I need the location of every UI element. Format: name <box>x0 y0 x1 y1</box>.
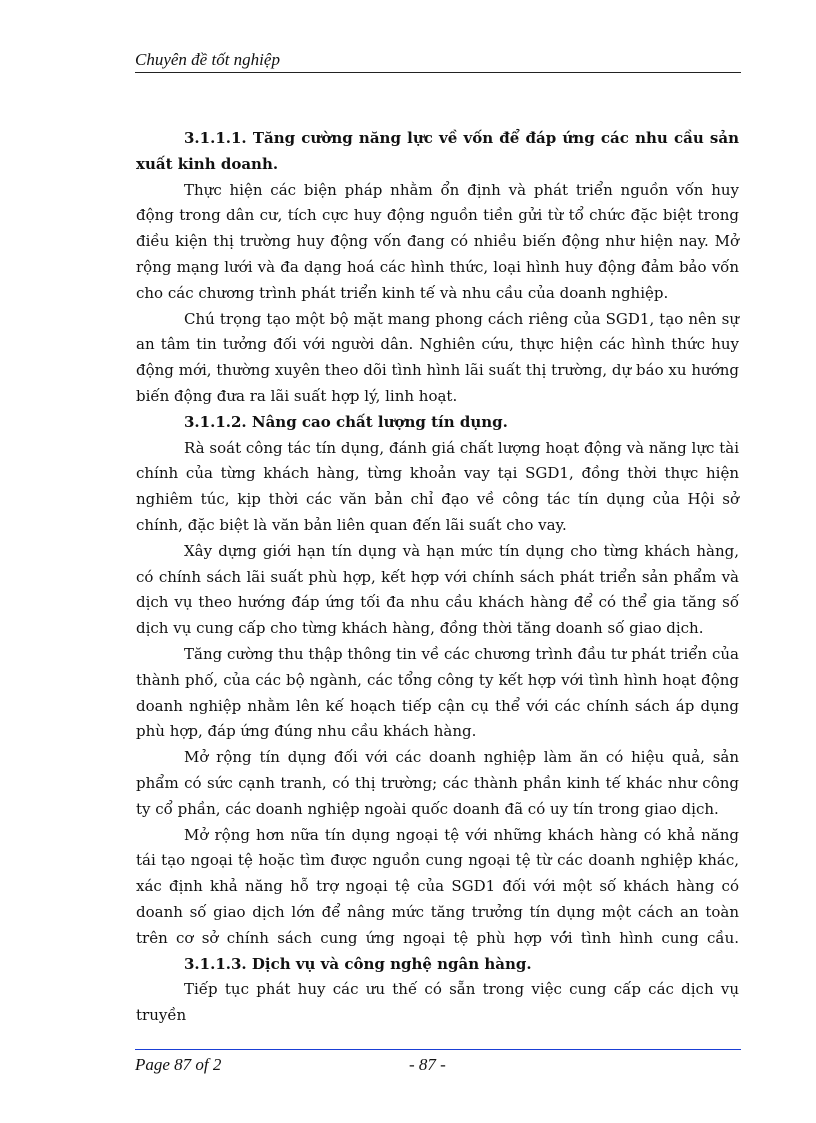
page-of-label: Page 87 of 2 <box>135 1055 222 1074</box>
document-title: Chuyên đề tốt nghiệp <box>135 50 280 69</box>
paragraph: Xây dựng giới hạn tín dụng và hạn mức tín dụng cho từng khách hàng, có chính sách lãi suất phù hợp, kết hợp với chính sách phát triển sản phẩm và dịch vụ theo hướng đáp ứng tối đa nhu cầu khách hàng để có thể gia tăng số dịch vụ cung cấp cho từng khách hàng, đồng thời tăng doanh số giao dịch. <box>136 541 739 638</box>
paragraph: Thực hiện các biện pháp nhằm ổn định và phát triển nguồn vốn huy động trong dân cư, tích cực huy động nguồn tiền gửi từ tổ chức đặc biệt trong điều kiện thị trường huy động vốn đang có nhiều biến động như hiện nay. Mở rộng mạng lưới và đa dạng hoá các hình thức, loại hình huy động đảm bảo vốn cho các chương trình phát triển kinh tế và nhu cầu của doanh nghiệp. <box>136 180 739 302</box>
section-heading-3-1-1-2: 3.1.1.2. Nâng cao chất lượng tín dụng. <box>184 412 508 431</box>
paragraph: Tiếp tục phát huy các ưu thế có sẵn trong việc cung cấp các dịch vụ truyền <box>136 980 739 1025</box>
paragraph: Mở rộng hơn nữa tín dụng ngoại tệ với những khách hàng có khả năng tái tạo ngoại tệ hoặc tìm được nguồn cung ngoại tệ từ các doanh nghiệp khác, xác định khả năng hỗ trợ ngoại tệ của SGD1 đối với một số khách hàng có doanh số giao dịch lớn để nâng mức tăng trưởng tín dụng một cách an toàn trên cơ sở chính sách cung ứng ngoại tệ phù hợp vớ́i tình hình cung cầu. <box>136 825 739 947</box>
paragraph: Chú trọng tạo một bộ mặt mang phong cách riêng của SGD1, tạo nên sự an tâm tin tưởng đối với người dân. Nghiên cứu, thực hiện các hình thức huy động mới, thường xuyên theo dõi tình hình lãi suất thị trường, dự báo xu hướng biến động đưa ra lãi suất hợp lý, linh hoạt. <box>136 309 739 405</box>
page-header <box>135 50 741 73</box>
paragraph: Rà soát công tác tín dụng, đánh giá chất lượng hoạt động và năng lực tài chính của từng khách hàng, từng khoản vay tại SGD1, đồng thời thực hiện nghiêm túc, kịp thời các văn bản chỉ đạo về công tác tín dụng của Hội sở chính, đặc biệt là văn bản liên quan đến lãi suất cho vay. <box>136 438 739 534</box>
paragraph: Tăng cường thu thập thông tin về các chương trình đầu tư phát triển của thành phố, của các bộ ngành, các tổng công ty kết hợp với tình hình hoạt động doanh nghiệp nhằm lên kế hoạch tiếp cận cụ thể với các chính sách áp dụng phù hợp, đáp ứng đúng nhu cầu khách hàng. <box>136 644 739 741</box>
document-body <box>136 126 739 1029</box>
paragraph: Mở rộng tín dụng đối với các doanh nghiệp làm ăn có hiệu quả, sản phẩm có sức cạnh tranh, có thị trường; các thành phần kinh tế khác như công ty cổ phần, các doanh nghiệp ngoài quốc doanh đã có uy tín trong giao dịch. <box>136 748 739 818</box>
section-heading-3-1-1-3: 3.1.1.3. Dịch vụ và công nghệ ngân hàng. <box>184 954 532 973</box>
section-heading-3-1-1-1: 3.1.1.1. Tăng cường năng lực về vốn để đáp ứng các nhu cầu sản xuất kinh doanh. <box>136 129 739 173</box>
page-footer <box>135 1049 741 1074</box>
page-number: - 87 - <box>409 1055 446 1074</box>
